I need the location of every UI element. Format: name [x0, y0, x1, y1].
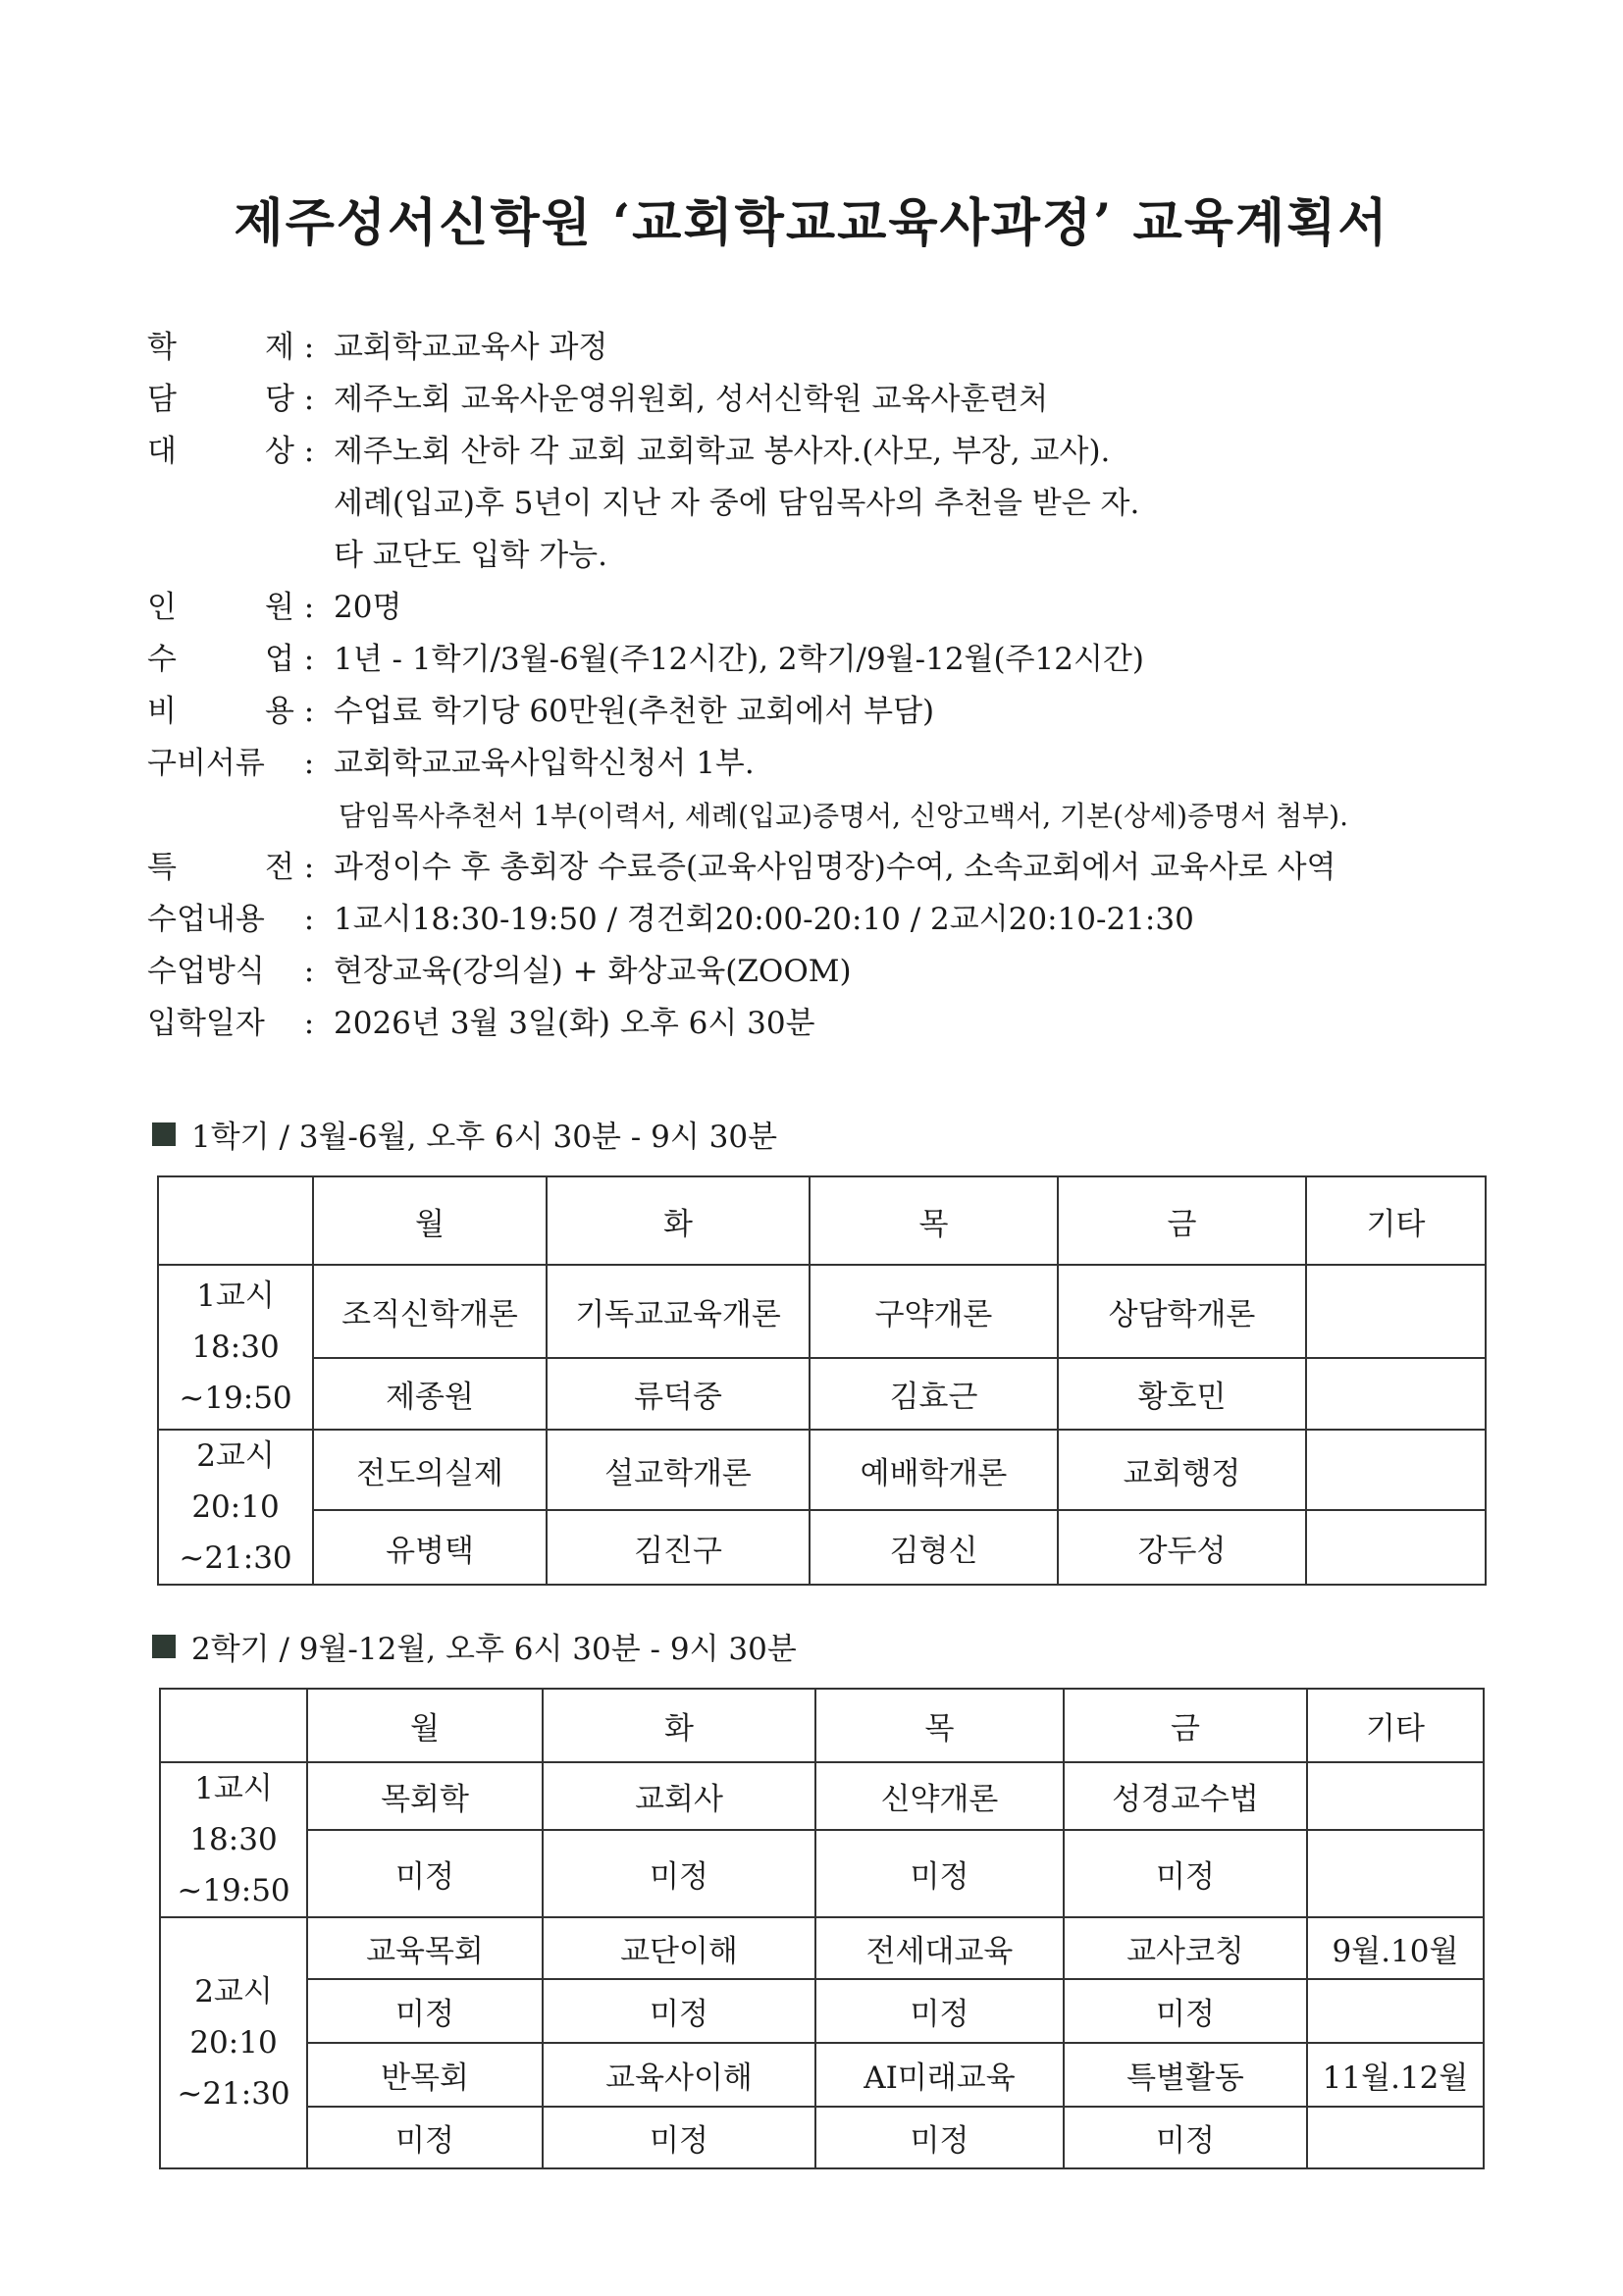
instructor-cell: 미정: [307, 1979, 543, 2043]
table-row: [158, 1265, 1486, 1358]
header-cell: 화: [543, 1689, 815, 1762]
course-cell: 신약개론: [815, 1762, 1064, 1830]
header-cell: 금: [1064, 1689, 1307, 1762]
etc-cell: [1306, 1430, 1486, 1510]
info-row-teukjeon: 특 전 : 과정이수 후 총회장 수료증(교육사임명장)수여, 소속교회에서 교육사로 사역: [147, 842, 1348, 894]
info-continuation: 세례(입교)후 5년이 지난 자 중에 담임목사의 추천을 받은 자.: [334, 486, 1140, 521]
instructor-cell: 미정: [1064, 1830, 1307, 1917]
info-row-naeyong: 수업내용 : 1교시18:30-19:50 / 경건회20:00-20:10 / 2교시20:10-21:30: [147, 894, 1348, 946]
instructor-cell: 미정: [543, 2107, 815, 2168]
info-row-sueop: 수 업 : 1년 - 1학기/3월-6월(주12시간), 2학기/9월-12월(주12시간): [147, 634, 1348, 686]
course-cell: 조직신학개론: [313, 1265, 547, 1358]
header-cell: 금: [1058, 1176, 1306, 1265]
period-cell: 1교시 18:30 ~19:50: [158, 1265, 313, 1430]
info-row-daesang: 대 상 : 제주노회 산하 각 교회 교회학교 봉사자.(사모, 부장, 교사).: [147, 426, 1348, 478]
course-cell: 전세대교육: [815, 1917, 1064, 1979]
period-cell: 1교시 18:30 ~19:50: [160, 1762, 307, 1917]
info-label: 인 원: [147, 590, 294, 625]
semester2-heading: 2학기 / 9월-12월, 오후 6시 30분 - 9시 30분: [152, 1624, 797, 1668]
instructor-cell: 미정: [1064, 2107, 1307, 2168]
instructor-cell: 황호민: [1058, 1358, 1306, 1430]
info-label: 입학일자: [147, 1006, 265, 1041]
info-value: 교회학교교육사 과정: [334, 330, 608, 365]
info-value: 1교시18:30-19:50 / 경건회20:00-20:10 / 2교시20:10-21:30: [334, 902, 1194, 937]
info-label: 특 전: [147, 850, 294, 885]
table-row: [160, 1830, 1484, 1917]
course-cell: 설교학개론: [547, 1430, 810, 1510]
square-bullet-icon: [152, 1122, 176, 1146]
info-list: [147, 322, 1348, 1050]
table-row: [160, 2043, 1484, 2107]
info-value: 2026년 3월 3일(화) 오후 6시 30분: [334, 1006, 815, 1041]
instructor-cell: 미정: [1064, 1979, 1307, 2043]
header-cell: 기타: [1306, 1176, 1486, 1265]
course-cell: 교육사이해: [543, 2043, 815, 2107]
course-cell: 전도의실제: [313, 1430, 547, 1510]
period-cell: 2교시 20:10 ~21:30: [158, 1430, 313, 1585]
square-bullet-icon: [152, 1635, 176, 1658]
header-cell: 목: [810, 1176, 1058, 1265]
info-value: 과정이수 후 총회장 수료증(교육사임명장)수여, 소속교회에서 교육사로 사역: [334, 850, 1336, 885]
info-row-hakje: 학 제 : 교회학교교육사 과정: [147, 322, 1348, 374]
instructor-cell: 미정: [815, 1830, 1064, 1917]
info-row-damdang: 담 당 : 제주노회 교육사운영위원회, 성서신학원 교육사훈련처: [147, 374, 1348, 426]
table-corner-cell: [160, 1689, 307, 1762]
info-value: 제주노회 산하 각 교회 교회학교 봉사자.(사모, 부장, 교사).: [334, 434, 1111, 469]
table-row: [160, 1762, 1484, 1830]
info-label: 학 제: [147, 330, 294, 365]
instructor-cell: 미정: [543, 1830, 815, 1917]
course-cell: 목회학: [307, 1762, 543, 1830]
course-cell: 예배학개론: [810, 1430, 1058, 1510]
instructor-cell: 미정: [307, 2107, 543, 2168]
etc-cell: [1307, 2107, 1484, 2168]
etc-cell: [1307, 1979, 1484, 2043]
info-value: 수업료 학기당 60만원(추천한 교회에서 부담): [334, 694, 935, 729]
instructor-cell: 미정: [543, 1979, 815, 2043]
instructor-cell: 강두성: [1058, 1510, 1306, 1585]
header-cell: 목: [815, 1689, 1064, 1762]
info-label: 비 용: [147, 694, 294, 729]
info-continuation: 타 교단도 입학 가능.: [334, 538, 607, 573]
period-cell: 2교시 20:10 ~21:30: [160, 1917, 307, 2168]
course-cell: 교단이해: [543, 1917, 815, 1979]
table-row: [158, 1430, 1486, 1510]
table-header-row: [158, 1176, 1486, 1265]
instructor-cell: 미정: [307, 1830, 543, 1917]
header-cell: 월: [313, 1176, 547, 1265]
course-cell: 교사코칭: [1064, 1917, 1307, 1979]
info-row-biyong: 비 용 : 수업료 학기당 60만원(추천한 교회에서 부담): [147, 686, 1348, 738]
header-cell: 월: [307, 1689, 543, 1762]
etc-cell: [1307, 1762, 1484, 1830]
course-cell: 성경교수법: [1064, 1762, 1307, 1830]
header-cell: 기타: [1307, 1689, 1484, 1762]
etc-cell: 11월.12월: [1307, 2043, 1484, 2107]
info-label: 담 당: [147, 382, 294, 417]
table-corner-cell: [158, 1176, 313, 1265]
instructor-cell: 김진구: [547, 1510, 810, 1585]
table-row: [160, 1979, 1484, 2043]
course-cell: AI미래교육: [815, 2043, 1064, 2107]
instructor-cell: 미정: [815, 2107, 1064, 2168]
etc-cell: [1306, 1265, 1486, 1358]
semester1-table: [157, 1175, 1487, 1586]
info-label: 구비서류: [147, 746, 265, 781]
table-row: [160, 2107, 1484, 2168]
course-cell: 교육목회: [307, 1917, 543, 1979]
table-header-row: [160, 1689, 1484, 1762]
instructor-cell: 제종원: [313, 1358, 547, 1430]
info-label: 대 상: [147, 434, 294, 469]
info-label: 수 업: [147, 642, 294, 677]
instructor-cell: 미정: [815, 1979, 1064, 2043]
etc-cell: [1306, 1358, 1486, 1430]
info-row-iphak: 입학일자 : 2026년 3월 3일(화) 오후 6시 30분: [147, 998, 1348, 1050]
info-row-bangsik: 수업방식 : 현장교육(강의실) + 화상교육(ZOOM): [147, 946, 1348, 998]
info-value: 1년 - 1학기/3월-6월(주12시간), 2학기/9월-12월(주12시간): [334, 642, 1144, 677]
course-cell: 교회사: [543, 1762, 815, 1830]
course-cell: 교회행정: [1058, 1430, 1306, 1510]
info-value: 20명: [334, 590, 402, 625]
instructor-cell: 유병택: [313, 1510, 547, 1585]
instructor-cell: 김효근: [810, 1358, 1058, 1430]
instructor-cell: 류덕중: [547, 1358, 810, 1430]
info-value: 교회학교교육사입학신청서 1부.: [334, 746, 755, 781]
info-continuation: 담임목사추천서 1부(이력서, 세례(입교)증명서, 신앙고백서, 기본(상세)증명서 첨부).: [339, 800, 1349, 832]
instructor-cell: 김형신: [810, 1510, 1058, 1585]
page-title: 제주성서신학원 ‘교회학교교육사과정’ 교육계획서: [234, 193, 1389, 253]
info-value: 현장교육(강의실) + 화상교육(ZOOM): [334, 954, 852, 989]
header-cell: 화: [547, 1176, 810, 1265]
semester1-heading: 1학기 / 3월-6월, 오후 6시 30분 - 9시 30분: [152, 1112, 777, 1156]
table-row: [158, 1358, 1486, 1430]
table-row: [160, 1917, 1484, 1979]
semester2-table: [159, 1688, 1485, 2169]
info-label: 수업방식: [147, 954, 265, 989]
table-row: [158, 1510, 1486, 1585]
course-cell: 특별활동: [1064, 2043, 1307, 2107]
etc-cell: [1306, 1510, 1486, 1585]
info-label: 수업내용: [147, 902, 265, 937]
info-value: 제주노회 교육사운영위원회, 성서신학원 교육사훈련처: [334, 382, 1049, 417]
info-row-gubi: 구비서류 : 교회학교교육사입학신청서 1부.: [147, 738, 1348, 790]
course-cell: 구약개론: [810, 1265, 1058, 1358]
info-row-inwon: 인 원 : 20명: [147, 582, 1348, 634]
etc-cell: 9월.10월: [1307, 1917, 1484, 1979]
course-cell: 반목회: [307, 2043, 543, 2107]
etc-cell: [1307, 1830, 1484, 1917]
course-cell: 상담학개론: [1058, 1265, 1306, 1358]
course-cell: 기독교교육개론: [547, 1265, 810, 1358]
